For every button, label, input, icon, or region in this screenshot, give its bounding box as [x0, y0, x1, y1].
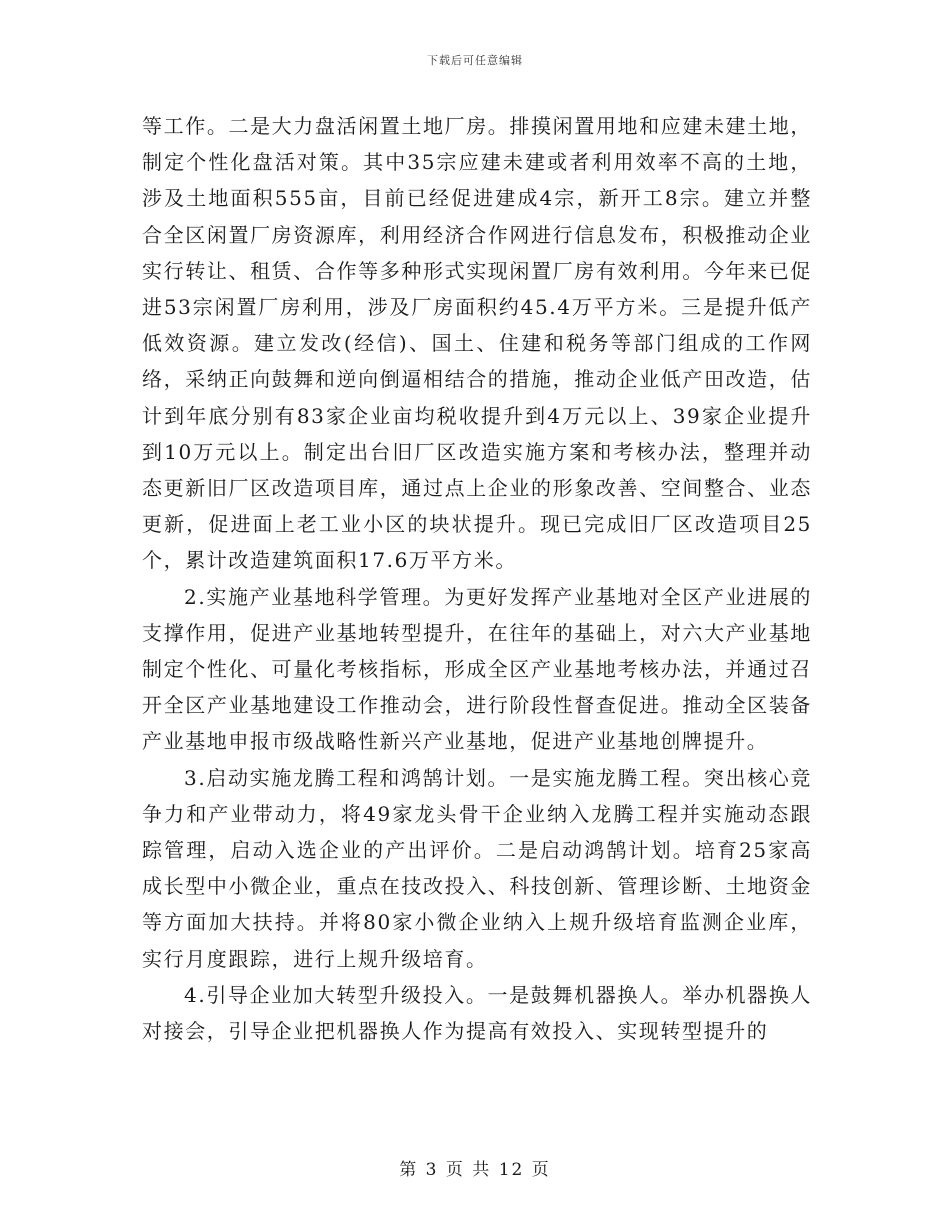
page-header: 下载后可任意编辑	[427, 54, 523, 67]
paragraph-continuation: 等工作。二是大力盘活闲置土地厂房。排摸闲置用地和应建未建土地，制定个性化盘活对策。其中35宗应建未建或者利用效率不高的土地，涉及土地面积555亩，目前已经促进建成4宗，新开工8宗。建立并整合全区闲置厂房资源库，利用经济合作网进行信息发布，积极推动企业实行转让、租赁、合作等多种形式实现闲置厂房有效利用。今年来已促进53宗闲置厂房利用，涉及厂房面积约45.4万平方米。三是提升低产低效资源。建立发改(经信)、国土、住建和税务等部门组成的工作网络，采纳正向鼓舞和逆向倒逼相结合的措施，推动企业低产田改造，估计到年底分别有83家企业亩均税收提升到4万元以上、39家企业提升到10万元以上。制定出台旧厂区改造实施方案和考核办法，整理并动态更新旧厂区改造项目库，通过点上企业的形象改善、空间整合、业态更新，促进面上老工业小区的块状提升。现已完成旧厂区改造项目25个，累计改造建筑面积17.6万平方米。	[142, 114, 812, 573]
paragraph-industrial-base: 2.实施产业基地科学管理。为更好发挥产业基地对全区产业进展的支撑作用，促进产业基地转型提升，在往年的基础上，对六大产业基地制定个性化、可量化考核指标，形成全区产业基地考核办法，并通过召开全区产业基地建设工作推动会，进行阶段性督查促进。推动全区装备产业基地申报市级战略性新兴产业基地，促进产业基地创牌提升。	[142, 584, 812, 754]
document-body	[142, 108, 812, 1049]
page-footer: 第 3 页 共 12 页	[399, 1160, 551, 1180]
paragraph-upgrade-investment: 4.引导企业加大转型升级投入。一是鼓舞机器换人。举办机器换人对接会，引导企业把机器换人作为提高有效投入、实现转型提升的	[142, 982, 812, 1044]
paragraph-longteng-project: 3.启动实施龙腾工程和鸿鹄计划。一是实施龙腾工程。突出核心竞争力和产业带动力，将49家龙头骨干企业纳入龙腾工程并实施动态跟踪管理，启动入选企业的产出评价。二是启动鸿鹄计划。培育25家高成长型中小微企业，重点在技改投入、科技创新、管理诊断、土地资金等方面加大扶持。并将80家小微企业纳入上规升级培育监测企业库，实行月度跟踪，进行上规升级培育。	[142, 765, 812, 971]
